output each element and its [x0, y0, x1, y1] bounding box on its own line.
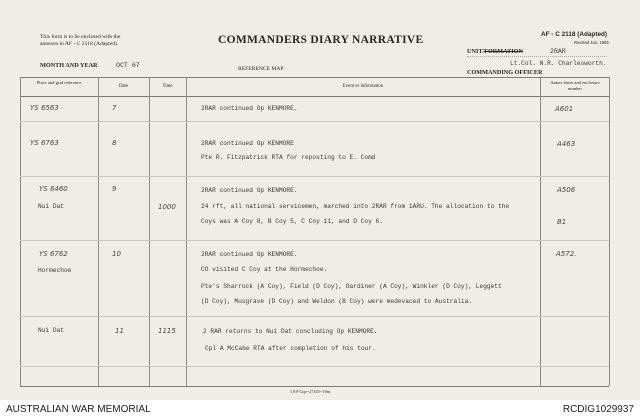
event-line: Coys was A Coy 8, B Coy 5, C Coy 11, and D Coy 6.	[201, 218, 383, 225]
archive-reference: RCDIG1029937	[562, 404, 634, 415]
event-line: Cpl A McCabe RTA after completion of his tour.	[205, 345, 376, 352]
column-header-place: Place and grid reference	[36, 80, 82, 85]
event-line: 2RAR continued Op KENMORE	[201, 140, 294, 147]
date-cell: 8	[112, 139, 117, 147]
place-cell: Nui Dat	[38, 327, 64, 334]
place-cell: YS 6460	[39, 185, 68, 193]
month-year-label: MONTH AND YEAR	[40, 62, 98, 69]
page-title: COMMANDERS DIARY NARRATIVE	[218, 34, 424, 46]
place-cell: YS 6762	[39, 250, 68, 258]
time-cell: 1115	[158, 327, 176, 335]
event-line: CO visited C Coy at the Hormechoe.	[201, 266, 328, 273]
place-cell: Nui Dat	[38, 203, 64, 210]
event-line: 24 rft, all national servicemen, marched into 2RAR from 1ARU. The allocation to the	[201, 203, 510, 210]
annex-cell: A506	[557, 186, 576, 194]
form-note-line1: This form is to be enclosed with the	[40, 34, 121, 40]
archive-name: AUSTRALIAN WAR MEMORIAL	[6, 404, 151, 415]
column-header-event: Event or information	[342, 84, 384, 89]
annex-cell: A463	[557, 140, 576, 148]
unit-label: UNIT/FORMATION	[467, 48, 523, 55]
date-cell: 9	[112, 185, 117, 193]
place-cell: YS 6763	[30, 139, 59, 147]
reference-map-label: REFERENCE MAP	[238, 66, 284, 72]
column-header-annex: Annex letter and enclosure number	[550, 80, 600, 91]
unit-label-struck: FORMATION	[484, 48, 523, 55]
place-cell: Hormechoe	[38, 267, 72, 274]
column-header-time: Time	[162, 84, 173, 89]
form-code: AF - C 2118 (Adapted)	[541, 31, 608, 38]
annex-cell: B1	[557, 218, 567, 226]
unit-value: 2RAR	[550, 48, 566, 55]
commanding-officer-value: Lt.Col. N.R. Charlesworth.	[510, 60, 607, 67]
printer-line: 1 8 P Cop--27145--19m	[290, 389, 330, 394]
date-cell: 10	[112, 250, 121, 258]
date-cell: 11	[115, 327, 124, 335]
commanding-officer-label: COMMANDING OFFICER	[467, 69, 543, 76]
time-cell: 1000	[158, 203, 176, 211]
annex-cell: A572.	[556, 250, 577, 258]
event-line: Pte's Sharrock (A Coy), Field (D Coy), Gardiner (A Coy), Winkler (D Coy), Leggett	[201, 283, 502, 290]
month-year-value: OCT 67	[116, 62, 140, 69]
event-line: 2 RAR returns to Nui Dat concluding Op KENMORE.	[203, 328, 378, 335]
annex-cell: A601	[555, 105, 574, 113]
place-cell: YS 6563	[30, 104, 59, 112]
event-line: 2RAR continued Op KENMORE.	[201, 187, 298, 194]
event-line: 2RAR continued Op KENMORE.	[201, 251, 298, 258]
form-note-line2: annexes in AF - C 2118 (Adapted).	[40, 41, 119, 47]
event-line: (D Coy), Musgrave (D Coy) and Weldon (B Coy) were medevaced to Australia.	[201, 298, 473, 305]
event-line: Pte R. Fitzpatrick RTA for reposting to E. Comd	[201, 154, 376, 161]
date-cell: 7	[112, 104, 117, 112]
revised-date: Revised Jan, 1965	[574, 40, 609, 45]
event-line: 2RAR continued Op KENMORE.	[201, 105, 298, 112]
archive-footer	[0, 400, 640, 419]
column-header-date: Date	[118, 84, 129, 89]
